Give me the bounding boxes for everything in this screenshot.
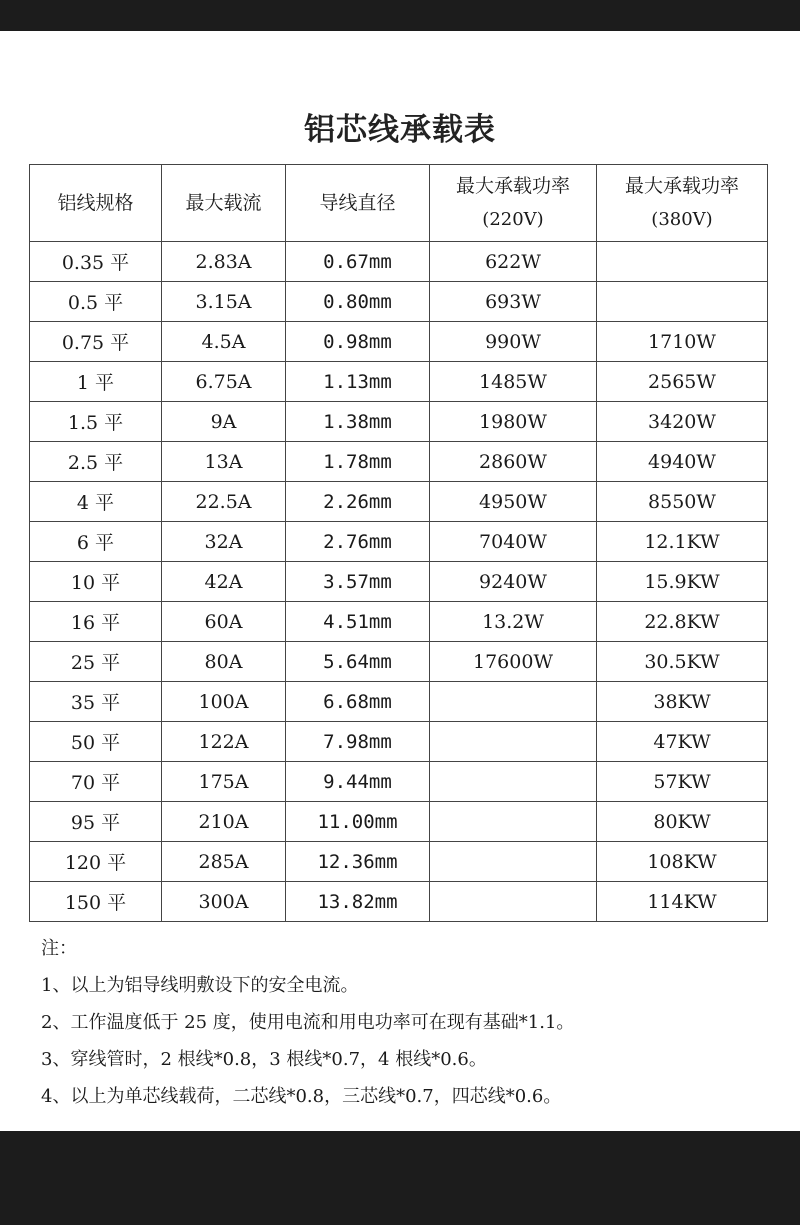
table-row: [30, 802, 768, 842]
table-cell: 0.75 平: [30, 322, 162, 362]
table-cell: 22.8KW: [597, 602, 768, 642]
table-cell: 16 平: [30, 602, 162, 642]
note-item: 2、工作温度低于 25 度，使用电流和用电功率可在现有基础*1.1。: [41, 1012, 575, 1033]
table-cell: 7.98mm: [286, 722, 430, 762]
table-cell: 30.5KW: [597, 642, 768, 682]
table-cell: 38KW: [597, 682, 768, 722]
table-cell: 2565W: [597, 362, 768, 402]
table-cell: 4940W: [597, 442, 768, 482]
table-row: [30, 482, 768, 522]
bottom-black-bar: [0, 1131, 800, 1225]
table-cell: 210A: [162, 802, 286, 842]
table-cell: 2.83A: [162, 242, 286, 282]
table-cell: 12.36mm: [286, 842, 430, 882]
table-cell: 108KW: [597, 842, 768, 882]
table-cell: 35 平: [30, 682, 162, 722]
table-cell: 13.82mm: [286, 882, 430, 922]
table-cell: 4.5A: [162, 322, 286, 362]
table-cell: 42A: [162, 562, 286, 602]
table-cell: 2.26mm: [286, 482, 430, 522]
table-cell: 1710W: [597, 322, 768, 362]
table-cell: 2.76mm: [286, 522, 430, 562]
table-cell: 150 平: [30, 882, 162, 922]
table-cell: 60A: [162, 602, 286, 642]
table-cell: 47KW: [597, 722, 768, 762]
table-cell: 80KW: [597, 802, 768, 842]
table-cell: 2.5 平: [30, 442, 162, 482]
notes-heading: 注：: [41, 938, 77, 959]
table-cell: 57KW: [597, 762, 768, 802]
table-cell: 1980W: [430, 402, 597, 442]
top-black-bar: [0, 0, 800, 31]
table-cell: 622W: [430, 242, 597, 282]
page-title: 铝芯线承载表: [304, 112, 496, 148]
table-cell: 10 平: [30, 562, 162, 602]
table-cell: 80A: [162, 642, 286, 682]
table-cell: 1.5 平: [30, 402, 162, 442]
table-cell: 120 平: [30, 842, 162, 882]
table-cell: 122A: [162, 722, 286, 762]
table-cell: 0.98mm: [286, 322, 430, 362]
table-cell: 12.1KW: [597, 522, 768, 562]
table-cell: 990W: [430, 322, 597, 362]
aluminum-wire-load-table: [29, 164, 768, 922]
table-cell: [597, 282, 768, 322]
table-cell: 693W: [430, 282, 597, 322]
table-row: [30, 682, 768, 722]
table-cell: [430, 682, 597, 722]
table-cell: 13.2W: [430, 602, 597, 642]
table-cell: 1.78mm: [286, 442, 430, 482]
header-cell: 铝线规格: [30, 165, 162, 242]
table-cell: 100A: [162, 682, 286, 722]
table-cell: 114KW: [597, 882, 768, 922]
table-cell: 8550W: [597, 482, 768, 522]
table-cell: 6.68mm: [286, 682, 430, 722]
table-cell: 285A: [162, 842, 286, 882]
table-row: [30, 522, 768, 562]
table-cell: 9240W: [430, 562, 597, 602]
table-cell: 1.38mm: [286, 402, 430, 442]
table-cell: 3420W: [597, 402, 768, 442]
table-cell: 5.64mm: [286, 642, 430, 682]
table-cell: 3.57mm: [286, 562, 430, 602]
table-cell: 70 平: [30, 762, 162, 802]
table-row: [30, 642, 768, 682]
table-row: [30, 402, 768, 442]
table-cell: 1485W: [430, 362, 597, 402]
table-cell: 0.5 平: [30, 282, 162, 322]
table-cell: [430, 762, 597, 802]
table-row: [30, 762, 768, 802]
table-cell: 50 平: [30, 722, 162, 762]
table-cell: 32A: [162, 522, 286, 562]
table-cell: 7040W: [430, 522, 597, 562]
table-cell: 300A: [162, 882, 286, 922]
note-item: 1、以上为铝导线明敷设下的安全电流。: [41, 975, 359, 996]
table-row: [30, 362, 768, 402]
table-cell: [430, 722, 597, 762]
table-cell: 4.51mm: [286, 602, 430, 642]
table-cell: 0.80mm: [286, 282, 430, 322]
header-cell: 导线直径: [286, 165, 430, 242]
table-header-row: [30, 165, 768, 242]
table-cell: 25 平: [30, 642, 162, 682]
table-row: [30, 882, 768, 922]
table-cell: 4950W: [430, 482, 597, 522]
note-item: 4、以上为单芯线载荷，二芯线*0.8，三芯线*0.7，四芯线*0.6。: [41, 1086, 562, 1107]
table-cell: 17600W: [430, 642, 597, 682]
table-cell: 4 平: [30, 482, 162, 522]
table-cell: 0.35 平: [30, 242, 162, 282]
table-row: [30, 722, 768, 762]
header-cell: 最大载流: [162, 165, 286, 242]
table-cell: 1.13mm: [286, 362, 430, 402]
table-cell: 0.67mm: [286, 242, 430, 282]
table-cell: 95 平: [30, 802, 162, 842]
table-cell: 13A: [162, 442, 286, 482]
table-cell: 175A: [162, 762, 286, 802]
table-row: [30, 442, 768, 482]
table-cell: 6.75A: [162, 362, 286, 402]
table-cell: 9.44mm: [286, 762, 430, 802]
table-cell: [430, 842, 597, 882]
table-cell: [597, 242, 768, 282]
note-item: 3、穿线管时，2 根线*0.8，3 根线*0.7，4 根线*0.6。: [41, 1049, 487, 1070]
table-row: [30, 322, 768, 362]
table-cell: 9A: [162, 402, 286, 442]
table-cell: 3.15A: [162, 282, 286, 322]
table-row: [30, 602, 768, 642]
table-cell: [430, 802, 597, 842]
table-cell: 1 平: [30, 362, 162, 402]
table-cell: [430, 882, 597, 922]
table-cell: 22.5A: [162, 482, 286, 522]
table-cell: 6 平: [30, 522, 162, 562]
header-cell: 最大承载功率 (220V): [430, 165, 597, 242]
table-row: [30, 242, 768, 282]
table-row: [30, 562, 768, 602]
header-cell: 最大承载功率 (380V): [597, 165, 768, 242]
notes-section: [41, 930, 781, 1115]
table-cell: 15.9KW: [597, 562, 768, 602]
table-row: [30, 282, 768, 322]
table-cell: 11.00mm: [286, 802, 430, 842]
table-cell: 2860W: [430, 442, 597, 482]
table-row: [30, 842, 768, 882]
